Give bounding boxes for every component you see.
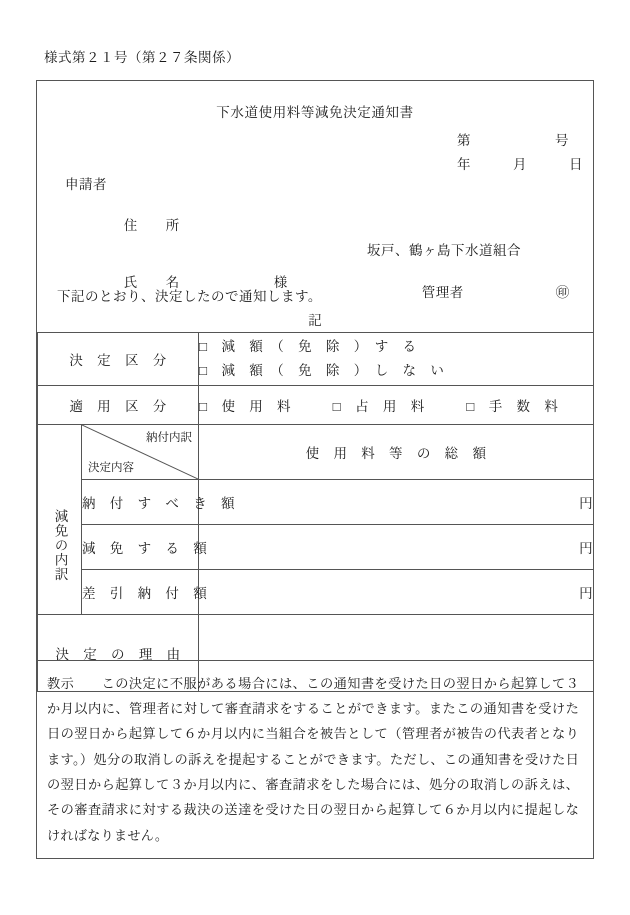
- checkbox-option-reduce-no[interactable]: □ 減 額 （ 免 除 ） し な い: [199, 363, 445, 378]
- diagonal-label-payment-breakdown: 納付内訳: [146, 432, 192, 444]
- issuer-organization: 坂戸、鶴ヶ島下水道組合: [367, 243, 521, 258]
- breakdown-vertical-spacer: [38, 425, 82, 480]
- instruction-body-text: この決定に不服がある場合には、この通知書を受けた日の翌日から起算して３か月以内に、管理者に対して審査請求をすることができます。またこの通知書を受けた日の翌日から起算して６か月以内に当組合を被告として（管理者が被告の代表者となります。）処分の取消しの訴えを提起することができます。ただし、この通知書を受けた日の翌日から起算して３か月以内に、審査請求をした場合には、処分の取消しの訴えは、その審査請求に対する裁決の送達を受けた日の翌日から起算して６か月以内に提起しなければなりません。: [47, 675, 579, 843]
- form-number-label: 様式第２１号（第２７条関係）: [44, 50, 240, 65]
- document-date-field[interactable]: 年 月 日: [457, 157, 583, 172]
- table-row-application-category: [38, 386, 594, 425]
- decision-reason-label: 決 定 の 理 由: [38, 615, 199, 692]
- form-frame: [36, 80, 594, 859]
- applicant-name-label: 氏 名: [123, 275, 180, 290]
- table-row-payable-amount: [38, 480, 594, 525]
- payable-amount-label: 納 付 す べ き 額: [82, 480, 199, 525]
- reduction-amount-unit: 円: [579, 541, 593, 556]
- instruction-block: [37, 660, 593, 858]
- checkbox-option-reduce-yes[interactable]: □ 減 額 （ 免 除 ） す る: [199, 339, 417, 355]
- form-header-area: [37, 81, 593, 332]
- reduction-amount-label: 減 免 す る 額: [82, 525, 199, 570]
- decision-category-label: 決 定 区 分: [38, 333, 199, 386]
- decision-table: [37, 332, 594, 692]
- applicant-honorific: 様: [273, 275, 288, 290]
- table-row-reduction-amount: [38, 525, 594, 570]
- notice-sentence: 下記のとおり、決定したので通知します。: [57, 289, 322, 304]
- diagonal-label-decision-content: 決定内容: [88, 462, 134, 474]
- breakdown-vertical-label: [38, 480, 82, 615]
- document-title: 下水道使用料等減免決定通知書: [216, 105, 414, 120]
- instruction-paragraph: [47, 671, 579, 848]
- application-category-options[interactable]: [199, 386, 594, 425]
- document-number-field[interactable]: 第 号: [457, 133, 569, 148]
- issuer-manager-label: 管理者: [421, 285, 464, 300]
- payable-amount-value[interactable]: [199, 480, 594, 525]
- instruction-lead-label: 教示: [47, 675, 75, 691]
- diagonal-header-cell: [82, 425, 199, 480]
- application-category-label: 適 用 区 分: [38, 386, 199, 425]
- net-payment-label: 差 引 納 付 額: [82, 570, 199, 615]
- applicant-heading: 申請者: [65, 177, 107, 192]
- reduction-amount-value[interactable]: [199, 525, 594, 570]
- table-row-decision-category: [38, 333, 594, 386]
- checkbox-options-fees[interactable]: □ 使 用 料 □ 占 用 料 □ 手 数 料: [199, 399, 559, 414]
- ki-mark: 記: [308, 313, 322, 328]
- net-payment-value[interactable]: [199, 570, 594, 615]
- net-payment-unit: 円: [579, 586, 593, 601]
- payable-amount-unit: 円: [579, 496, 593, 511]
- applicant-address-row[interactable]: [65, 198, 288, 250]
- table-row-net-payment: [38, 570, 594, 615]
- breakdown-vertical-label-text: 減免の内訳: [52, 508, 68, 581]
- seal-icon: ㊞: [555, 285, 570, 300]
- decision-category-options[interactable]: [199, 333, 594, 386]
- table-row-breakdown-header: [38, 425, 594, 480]
- total-amount-header: 使 用 料 等 の 総 額: [199, 425, 594, 480]
- applicant-address-label: 住 所: [123, 218, 180, 233]
